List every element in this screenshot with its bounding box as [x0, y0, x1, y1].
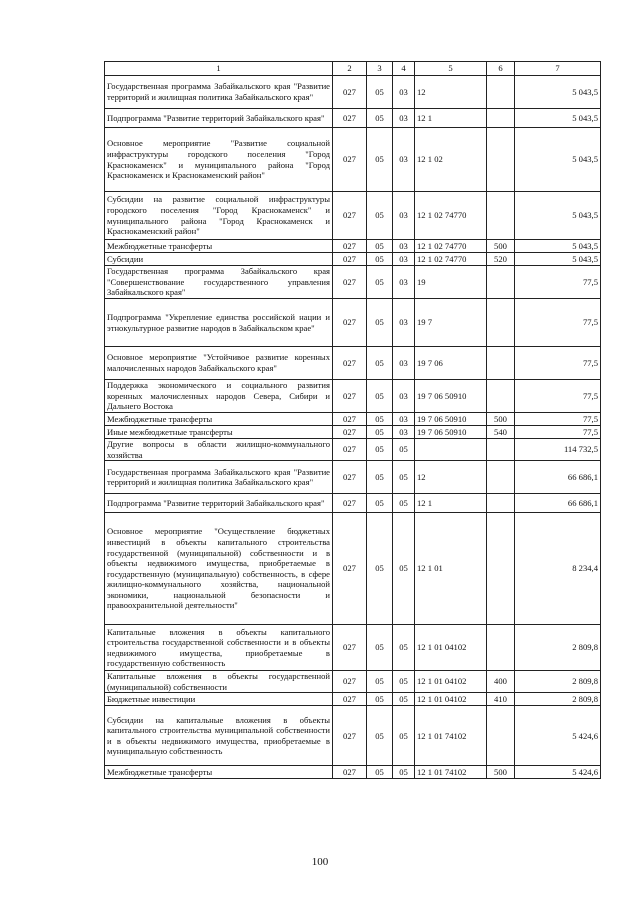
table-body	[105, 76, 601, 779]
cell-pr: 05	[393, 625, 415, 671]
cell-name: Капитальные вложения в объекты государственной (муниципальной) собственности	[105, 671, 333, 693]
cell-vr: 410	[487, 693, 515, 706]
cell-sum: 77,5	[515, 380, 601, 413]
cell-ved: 027	[333, 625, 367, 671]
cell-vr	[487, 380, 515, 413]
table-row	[105, 347, 601, 380]
cell-rz: 05	[367, 192, 393, 240]
cell-pr: 05	[393, 513, 415, 625]
table-row	[105, 380, 601, 413]
cell-vr: 500	[487, 240, 515, 253]
cell-ved: 027	[333, 347, 367, 380]
cell-csr: 12 1 01 04102	[415, 671, 487, 693]
cell-csr: 19 7 06 50910	[415, 380, 487, 413]
cell-rz: 05	[367, 128, 393, 192]
cell-rz: 05	[367, 109, 393, 128]
cell-csr: 12 1 01 74102	[415, 706, 487, 766]
cell-ved: 027	[333, 413, 367, 426]
cell-sum: 77,5	[515, 266, 601, 299]
cell-pr: 03	[393, 413, 415, 426]
page-number: 100	[311, 856, 329, 868]
header-cell: 2	[333, 62, 367, 76]
cell-sum: 2 809,8	[515, 693, 601, 706]
cell-vr: 520	[487, 253, 515, 266]
cell-csr: 12 1 01 74102	[415, 766, 487, 779]
cell-rz: 05	[367, 299, 393, 347]
cell-rz: 05	[367, 253, 393, 266]
cell-pr: 03	[393, 109, 415, 128]
cell-pr: 05	[393, 706, 415, 766]
cell-sum: 5 043,5	[515, 240, 601, 253]
cell-name: Основное мероприятие "Устойчивое развитие коренных малочисленных народов Забайкальского края"	[105, 347, 333, 380]
cell-pr: 05	[393, 766, 415, 779]
cell-vr: 400	[487, 671, 515, 693]
cell-pr: 03	[393, 253, 415, 266]
cell-pr: 03	[393, 192, 415, 240]
cell-vr	[487, 461, 515, 494]
cell-rz: 05	[367, 706, 393, 766]
cell-vr	[487, 513, 515, 625]
cell-csr: 12	[415, 76, 487, 109]
cell-ved: 027	[333, 192, 367, 240]
cell-rz: 05	[367, 380, 393, 413]
header-cell: 5	[415, 62, 487, 76]
cell-vr	[487, 266, 515, 299]
cell-pr: 05	[393, 693, 415, 706]
table-row	[105, 109, 601, 128]
cell-sum: 114 732,5	[515, 439, 601, 461]
table-row	[105, 766, 601, 779]
cell-name: Межбюджетные трансферты	[105, 413, 333, 426]
cell-name: Основное мероприятие "Развитие социальной инфраструктуры городского поселения "Город Краснокаменск" и муниципального района "Город Краснокаменск и Краснокаменский район"	[105, 128, 333, 192]
cell-vr	[487, 439, 515, 461]
header-cell: 3	[367, 62, 393, 76]
cell-name: Субсидии на капитальные вложения в объекты капитального строительства муниципальной собственности и в объекты недвижимого имущества, приобретаемые в муниципальную собственность	[105, 706, 333, 766]
cell-name: Межбюджетные трансферты	[105, 240, 333, 253]
cell-csr: 19 7	[415, 299, 487, 347]
table-row	[105, 413, 601, 426]
cell-name: Основное мероприятие "Осуществление бюджетных инвестиций в объекты капитального строительства государственной (муниципальной) собственности и в объекты недвижимого имущества, приобретаемые в государственную (муниципальную) собственность, в сфере жилищно-коммунального хозяйства, национальной экономики, национальной безопасности и правоохранительной деятельности"	[105, 513, 333, 625]
cell-sum: 77,5	[515, 347, 601, 380]
cell-csr: 19 7 06 50910	[415, 413, 487, 426]
cell-vr: 500	[487, 766, 515, 779]
cell-sum: 66 686,1	[515, 494, 601, 513]
cell-rz: 05	[367, 413, 393, 426]
cell-sum: 5 424,6	[515, 766, 601, 779]
table-row	[105, 439, 601, 461]
cell-sum: 77,5	[515, 299, 601, 347]
cell-csr: 12	[415, 461, 487, 494]
cell-csr: 12 1 01	[415, 513, 487, 625]
cell-name: Субсидии	[105, 253, 333, 266]
cell-pr: 03	[393, 347, 415, 380]
cell-ved: 027	[333, 766, 367, 779]
cell-vr	[487, 706, 515, 766]
cell-csr: 12 1 01 04102	[415, 625, 487, 671]
cell-csr: 12 1 02 74770	[415, 192, 487, 240]
table-row	[105, 693, 601, 706]
cell-vr	[487, 299, 515, 347]
cell-rz: 05	[367, 240, 393, 253]
cell-vr	[487, 347, 515, 380]
cell-csr: 12 1 02 74770	[415, 240, 487, 253]
cell-name: Межбюджетные трансферты	[105, 766, 333, 779]
cell-csr: 19 7 06 50910	[415, 426, 487, 439]
cell-vr	[487, 128, 515, 192]
table-row	[105, 625, 601, 671]
cell-csr: 19	[415, 266, 487, 299]
cell-name: Государственная программа Забайкальского края "Развитие территорий и жилищная политика Забайкальского края"	[105, 461, 333, 494]
table-row	[105, 253, 601, 266]
cell-pr: 03	[393, 76, 415, 109]
cell-vr: 500	[487, 413, 515, 426]
cell-csr: 19 7 06	[415, 347, 487, 380]
cell-pr: 03	[393, 128, 415, 192]
cell-sum: 5 043,5	[515, 76, 601, 109]
cell-csr: 12 1 02	[415, 128, 487, 192]
cell-ved: 027	[333, 461, 367, 494]
cell-rz: 05	[367, 461, 393, 494]
cell-sum: 66 686,1	[515, 461, 601, 494]
cell-pr: 05	[393, 439, 415, 461]
cell-sum: 2 809,8	[515, 625, 601, 671]
table-row	[105, 76, 601, 109]
cell-name: Подпрограмма "Развитие территорий Забайкальского края"	[105, 109, 333, 128]
cell-ved: 027	[333, 671, 367, 693]
cell-vr	[487, 109, 515, 128]
cell-rz: 05	[367, 671, 393, 693]
cell-sum: 77,5	[515, 426, 601, 439]
cell-rz: 05	[367, 266, 393, 299]
cell-rz: 05	[367, 494, 393, 513]
table-row	[105, 513, 601, 625]
cell-rz: 05	[367, 513, 393, 625]
cell-sum: 2 809,8	[515, 671, 601, 693]
cell-pr: 03	[393, 380, 415, 413]
cell-pr: 05	[393, 461, 415, 494]
cell-rz: 05	[367, 693, 393, 706]
cell-rz: 05	[367, 439, 393, 461]
cell-ved: 027	[333, 240, 367, 253]
header-row	[105, 62, 601, 76]
table-row	[105, 461, 601, 494]
table-row	[105, 426, 601, 439]
cell-ved: 027	[333, 439, 367, 461]
cell-ved: 027	[333, 693, 367, 706]
cell-vr	[487, 192, 515, 240]
cell-rz: 05	[367, 625, 393, 671]
cell-rz: 05	[367, 766, 393, 779]
cell-pr: 03	[393, 240, 415, 253]
cell-sum: 8 234,4	[515, 513, 601, 625]
budget-table	[104, 61, 601, 779]
cell-name: Бюджетные инвестиции	[105, 693, 333, 706]
cell-name: Капитальные вложения в объекты капитального строительства государственной собственности и в объекты недвижимого имущества, приобретаемые в государственную собственность	[105, 625, 333, 671]
cell-vr	[487, 625, 515, 671]
cell-name: Субсидии на развитие социальной инфраструктуры городского поселения "Город Краснокаменск" и муниципального района "Город Краснокаменск и Краснокаменский район"	[105, 192, 333, 240]
header-cell: 6	[487, 62, 515, 76]
table-row	[105, 266, 601, 299]
cell-name: Подпрограмма "Укрепление единства российской нации и этнокультурное развитие народов в Забайкальском крае"	[105, 299, 333, 347]
cell-name: Иные межбюджетные трансферты	[105, 426, 333, 439]
cell-pr: 03	[393, 426, 415, 439]
cell-rz: 05	[367, 426, 393, 439]
cell-pr: 05	[393, 671, 415, 693]
cell-sum: 5 424,6	[515, 706, 601, 766]
cell-ved: 027	[333, 299, 367, 347]
cell-sum: 5 043,5	[515, 253, 601, 266]
cell-name: Другие вопросы в области жилищно-коммунального хозяйства	[105, 439, 333, 461]
cell-ved: 027	[333, 253, 367, 266]
cell-csr: 12 1 02 74770	[415, 253, 487, 266]
cell-vr: 540	[487, 426, 515, 439]
cell-sum: 5 043,5	[515, 109, 601, 128]
cell-sum: 77,5	[515, 413, 601, 426]
header-cell: 4	[393, 62, 415, 76]
cell-ved: 027	[333, 266, 367, 299]
cell-pr: 05	[393, 494, 415, 513]
table-row	[105, 299, 601, 347]
table-row	[105, 192, 601, 240]
cell-name: Подпрограмма "Развитие территорий Забайкальского края"	[105, 494, 333, 513]
cell-name: Поддержка экономического и социального развития коренных малочисленных народов Севера, Сибири и Дальнего Востока	[105, 380, 333, 413]
table-row	[105, 706, 601, 766]
cell-csr	[415, 439, 487, 461]
cell-rz: 05	[367, 76, 393, 109]
cell-name: Государственная программа Забайкальского края "Развитие территорий и жилищная политика Забайкальского края"	[105, 76, 333, 109]
table-row	[105, 240, 601, 253]
cell-ved: 027	[333, 128, 367, 192]
header-cell: 1	[105, 62, 333, 76]
cell-csr: 12 1 01 04102	[415, 693, 487, 706]
cell-ved: 027	[333, 76, 367, 109]
cell-csr: 12 1	[415, 109, 487, 128]
cell-sum: 5 043,5	[515, 192, 601, 240]
cell-sum: 5 043,5	[515, 128, 601, 192]
cell-ved: 027	[333, 513, 367, 625]
cell-ved: 027	[333, 706, 367, 766]
cell-csr: 12 1	[415, 494, 487, 513]
table-row	[105, 128, 601, 192]
cell-pr: 03	[393, 266, 415, 299]
table-row	[105, 494, 601, 513]
cell-ved: 027	[333, 426, 367, 439]
cell-vr	[487, 76, 515, 109]
cell-vr	[487, 494, 515, 513]
cell-ved: 027	[333, 109, 367, 128]
cell-rz: 05	[367, 347, 393, 380]
cell-name: Государственная программа Забайкальского края "Совершенствование государственного управления Забайкальского края"	[105, 266, 333, 299]
cell-ved: 027	[333, 380, 367, 413]
header-cell: 7	[515, 62, 601, 76]
cell-ved: 027	[333, 494, 367, 513]
cell-pr: 03	[393, 299, 415, 347]
table-row	[105, 671, 601, 693]
